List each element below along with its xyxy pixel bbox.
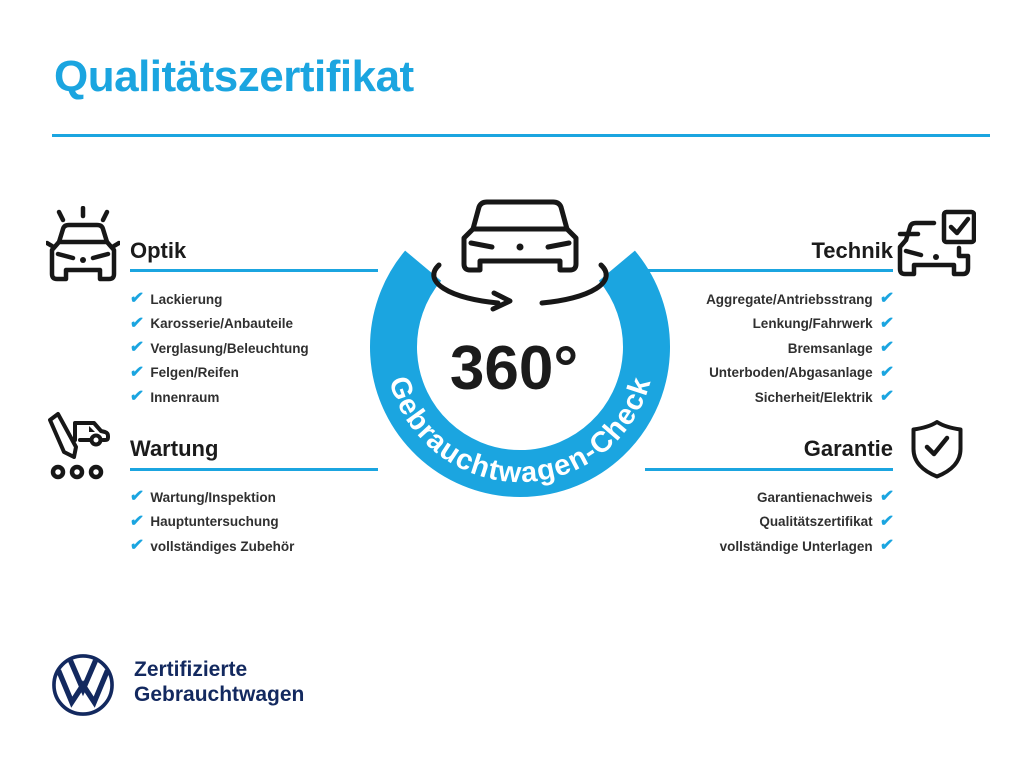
checklist-item: ✔ Verglasung/Beleuchtung	[129, 339, 309, 357]
checklist-item: Aggregate/Antriebsstrang ✔	[706, 290, 895, 308]
checklist-item: Garantienachweis ✔	[757, 488, 895, 506]
page-title: Qualitätszertifikat	[54, 52, 414, 101]
checklist-item: vollständige Unterlagen ✔	[719, 537, 895, 555]
vw-logo	[50, 652, 116, 718]
section-underline	[130, 269, 378, 272]
wartung-checklist	[130, 485, 294, 559]
checklist-item: ✔ Innenraum	[129, 388, 220, 406]
check-icon: ✔	[878, 488, 895, 506]
footer-line2: Gebrauchtwagen	[134, 683, 305, 706]
check-icon: ✔	[878, 388, 895, 406]
checklist-item: Lenkung/Fahrwerk ✔	[752, 314, 895, 332]
car-360-rotation-icon	[434, 202, 606, 309]
car-checkbox-icon	[896, 206, 976, 284]
check-icon: ✔	[129, 537, 145, 555]
footer-line1: Zertifizierte	[134, 658, 248, 681]
service-checklist-icon	[42, 406, 116, 484]
section-heading-optik: Optik	[130, 238, 187, 263]
garantie-checklist	[720, 485, 893, 559]
title-divider	[52, 134, 990, 137]
check-icon: ✔	[878, 537, 895, 555]
check-icon: ✔	[129, 388, 145, 406]
footer-brand-text	[134, 657, 304, 707]
check-icon: ✔	[878, 290, 895, 308]
check-icon: ✔	[878, 314, 895, 332]
optik-checklist	[130, 287, 309, 410]
ring-curved-label: Gebrauchtwagen-Check	[382, 372, 658, 490]
check-icon: ✔	[129, 512, 145, 530]
check-icon: ✔	[878, 363, 895, 381]
checklist-item: ✔ Hauptuntersuchung	[129, 512, 279, 530]
checklist-item: ✔ Felgen/Reifen	[129, 363, 239, 381]
checklist-item: ✔ Lackierung	[129, 290, 223, 308]
shield-check-icon	[908, 419, 966, 479]
checklist-item: ✔ vollständiges Zubehör	[129, 537, 295, 555]
check-icon: ✔	[129, 488, 145, 506]
section-heading-garantie: Garantie	[803, 436, 893, 461]
degree-label: 360°	[449, 334, 579, 403]
checklist-item: ✔ Karosserie/Anbauteile	[129, 314, 293, 332]
check-icon: ✔	[129, 363, 145, 381]
check-icon: ✔	[129, 339, 145, 357]
section-heading-technik: Technik	[811, 238, 893, 263]
checklist-item: ✔ Wartung/Inspektion	[129, 488, 276, 506]
check-icon: ✔	[878, 339, 895, 357]
checklist-item: Unterboden/Abgasanlage ✔	[709, 363, 895, 381]
checklist-item: Bremsanlage ✔	[787, 339, 895, 357]
section-heading-wartung: Wartung	[130, 436, 219, 461]
check-icon: ✔	[129, 314, 145, 332]
technik-checklist	[706, 287, 893, 410]
check-icon: ✔	[129, 290, 145, 308]
checklist-item: Qualitätszertifikat ✔	[759, 512, 895, 530]
section-underline	[130, 468, 378, 471]
360-check-badge	[350, 170, 690, 520]
car-shine-icon	[46, 206, 120, 288]
checklist-item: Sicherheit/Elektrik ✔	[754, 388, 895, 406]
check-icon: ✔	[878, 512, 895, 530]
